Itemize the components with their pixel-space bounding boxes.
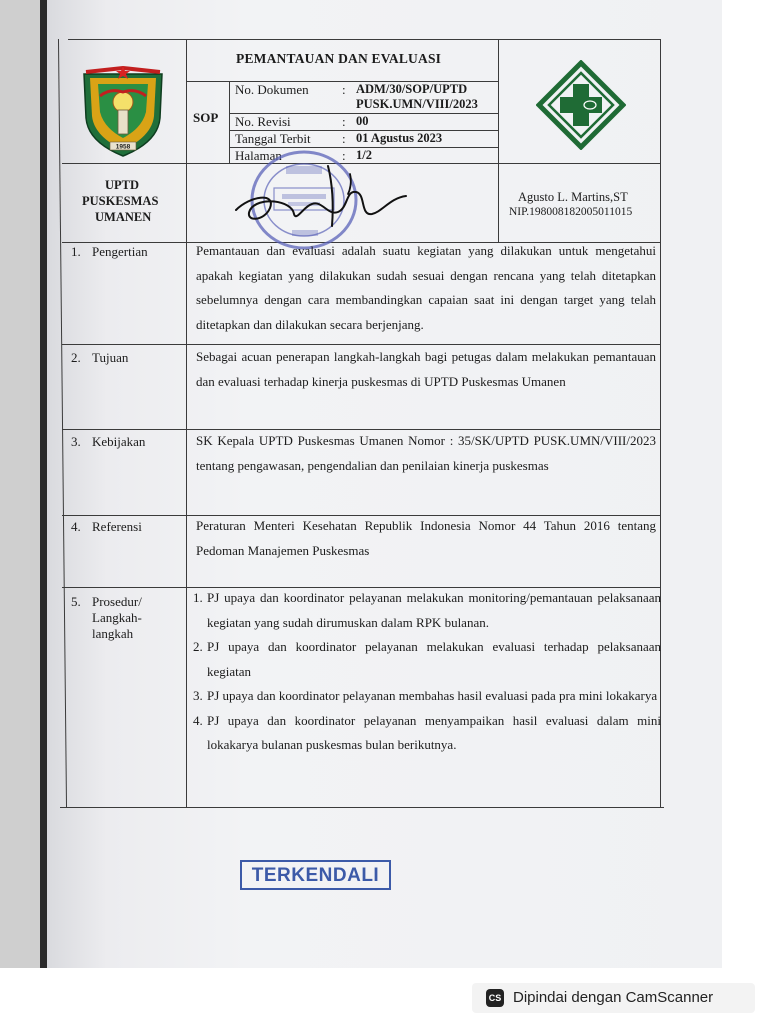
step-number: 2.: [193, 639, 203, 654]
table-border-top: [68, 39, 661, 40]
table-border-left: [58, 39, 67, 808]
meta-value-no-dokumen-line1: ADM/30/SOP/UPTD: [356, 82, 468, 96]
sop-label: SOP: [193, 110, 219, 125]
procedure-step: [193, 709, 661, 758]
section-4-number: 4.: [71, 519, 81, 534]
section-3-text: SK Kepala UPTD Puskesmas Umanen Nomor : 35/SK/UPTD PUSK.UMN/VIII/2023 tentang pengawasan, pengendalian dan penilaian kinerja puskesmas: [196, 433, 656, 473]
section-5-title-line1: Prosedur/: [92, 594, 142, 609]
section-1-number: 1.: [71, 244, 81, 259]
step-text: PJ upaya dan koordinator pelayanan melakukan monitoring/pemantauan pelaksanaan kegiatan yang sudah dirumuskan dalam RPK bulanan.: [207, 590, 661, 630]
step-number: 1.: [193, 590, 203, 605]
section-1-text: Pemantauan dan evaluasi adalah suatu kegiatan yang dilakukan untuk mengetahui apakah kegiatan yang dilakukan sudah sesuai dengan rencana yang telah ditetapkan sebelumnya dengan cara membandingkan capaian saat ini dengan target yang telah ditetapkan dan dilakukan secara berjenjang.: [196, 243, 656, 332]
camscanner-text: Dipindai dengan CamScanner: [513, 989, 714, 1006]
meta-label-tanggal-terbit: Tanggal Terbit: [235, 131, 311, 146]
meta-value-tanggal-terbit: 01 Agustus 2023: [356, 131, 443, 145]
section-3-number: 3.: [71, 434, 81, 449]
meta-sep-no-revisi: :: [342, 114, 346, 129]
puskesmas-logo-icon: [536, 60, 626, 150]
signature: [230, 160, 415, 238]
meta-value-no-dokumen-line2: PUSK.UMN/VIII/2023: [356, 97, 478, 111]
section-4-title: Referensi: [92, 519, 142, 534]
procedure-steps: [193, 586, 661, 758]
step-text: PJ upaya dan koordinator pelayanan menyampaikan hasil evaluasi dalam mini lokakarya bulanan puskesmas bulan berikutnya.: [207, 712, 661, 752]
meta-sep-halaman: :: [342, 148, 346, 163]
step-number: 4.: [193, 712, 203, 728]
section-3-title: Kebijakan: [92, 434, 146, 449]
org-line-2: PUSKESMAS: [82, 194, 159, 208]
meta-label-halaman: Halaman: [235, 148, 282, 163]
section-4-text: Peraturan Menteri Kesehatan Republik Indonesia Nomor 44 Tahun 2016 tentang Pedoman Manajemen Puskesmas: [196, 518, 656, 558]
signer-name: Agusto L. Martins,ST: [518, 190, 628, 204]
meta-sep-no-dokumen: :: [342, 82, 346, 97]
column-divider-right: [498, 39, 499, 243]
meta-sep-tanggal-terbit: :: [342, 131, 346, 146]
meta-value-no-revisi: 00: [356, 114, 369, 128]
meta-label-no-revisi: No. Revisi: [235, 114, 291, 129]
camscanner-watermark: [472, 983, 755, 1013]
section-2-number: 2.: [71, 350, 81, 365]
procedure-step: [193, 635, 661, 684]
meta-value-halaman: 1/2: [356, 148, 372, 162]
section-5-title-line2: Langkah-: [92, 610, 142, 625]
column-divider-left: [186, 39, 187, 808]
section-2-title: Tujuan: [92, 350, 129, 365]
meta-label-no-dokumen: No. Dokumen: [235, 82, 309, 97]
emblem-year: 1958: [115, 143, 131, 151]
table-border-bottom: [60, 807, 664, 808]
step-text: PJ upaya dan koordinator pelayanan melakukan evaluasi terhadap pelaksanaan kegiatan: [207, 639, 661, 679]
document-title: PEMANTAUAN DAN EVALUASI: [236, 51, 442, 66]
org-line-3: UMANEN: [95, 210, 152, 224]
signer-nip: NIP.198008182005011015: [509, 206, 633, 218]
section-2-text: Sebagai acuan penerapan langkah-langkah bagi petugas dalam melakukan pemantauan dan evaluasi terhadap kinerja puskesmas di UPTD Puskesmas Umanen: [196, 349, 656, 389]
section-5-title-line3: langkah: [92, 626, 134, 641]
section-5-number: 5.: [71, 594, 81, 609]
step-text: PJ upaya dan koordinator pelayanan membahas hasil evaluasi pada pra mini lokakarya: [207, 688, 658, 703]
regency-emblem-icon: [80, 66, 166, 158]
section-1-title: Pengertian: [92, 244, 148, 259]
step-number: 3.: [193, 688, 203, 703]
procedure-step: [193, 586, 661, 635]
meta-column-divider: [229, 81, 230, 164]
org-line-1: UPTD: [105, 178, 140, 192]
controlled-copy-stamp: TERKENDALI: [240, 860, 391, 890]
camscanner-icon: CS: [486, 989, 504, 1007]
procedure-step: [193, 684, 661, 709]
